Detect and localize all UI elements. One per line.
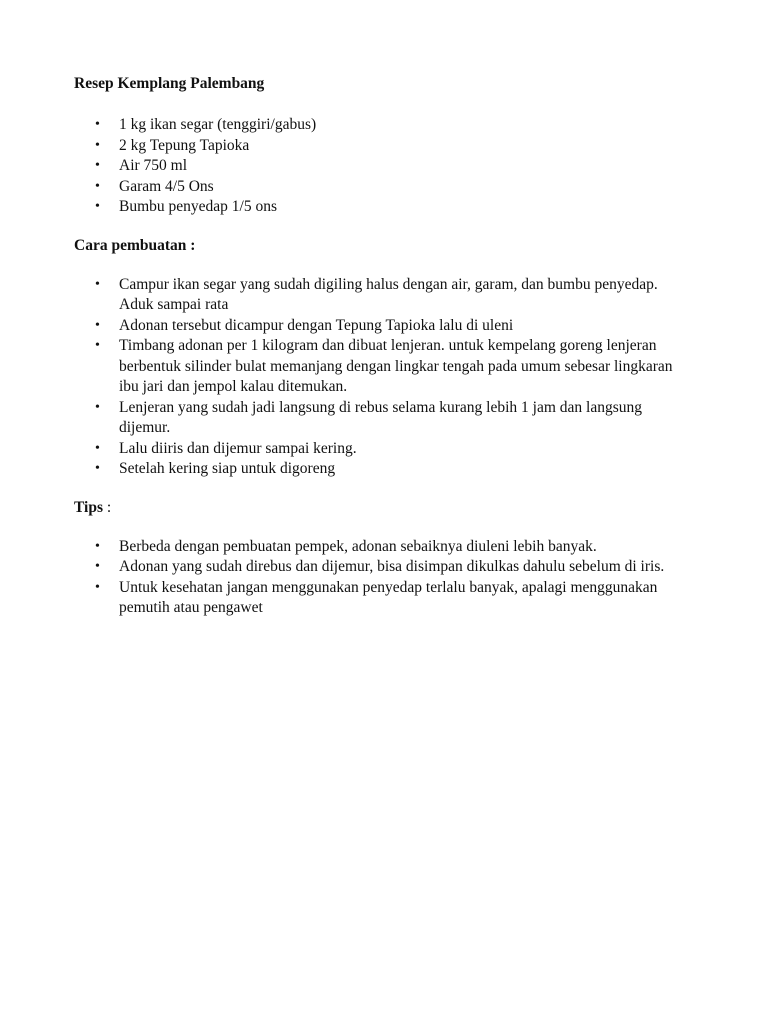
bullet-icon: •	[95, 538, 100, 554]
bullet-icon: •	[95, 338, 100, 353]
list-item	[74, 197, 694, 218]
bullet-icon: •	[95, 559, 100, 574]
ingredient-text: Garam 4/5 Ons	[119, 177, 214, 195]
bullet-icon: •	[95, 199, 100, 214]
bullet-icon: •	[95, 178, 100, 194]
tips-heading	[74, 498, 694, 518]
list-item	[74, 336, 694, 398]
method-heading: Cara pembuatan :	[74, 236, 196, 254]
document-page	[74, 74, 694, 619]
tip-text: Berbeda dengan pembuatan pempek, adonan sebaiknya diuleni lebih banyak.	[119, 537, 597, 555]
ingredient-list	[74, 115, 694, 218]
bullet-icon: •	[95, 276, 100, 292]
list-item	[74, 177, 694, 198]
bullet-icon: •	[95, 137, 100, 153]
tips-heading-label: Tips	[74, 498, 104, 516]
bullet-icon: •	[95, 117, 100, 132]
step-text: Lenjeran yang sudah jadi langsung di rebus selama kurang lebih 1 jam dan langsung dijemur.	[119, 398, 642, 436]
ingredient-text: 1 kg ikan segar (tenggiri/gabus)	[119, 116, 317, 133]
list-item	[74, 316, 694, 337]
tips-list	[74, 537, 694, 619]
list-item	[74, 398, 694, 439]
tip-text: Adonan yang sudah direbus dan dijemur, bisa disimpan dikulkas dahulu sebelum di iris.	[119, 558, 665, 575]
list-item	[74, 136, 694, 157]
list-item	[74, 115, 694, 136]
step-list	[74, 275, 694, 480]
step-text: Campur ikan segar yang sudah digiling halus dengan air, garam, dan bumbu penyedap. Aduk sampai rata	[119, 275, 658, 313]
step-text: Adonan tersebut dicampur dengan Tepung Tapioka lalu di uleni	[119, 316, 514, 334]
list-item	[74, 439, 694, 460]
bullet-icon: •	[95, 579, 100, 595]
list-item	[74, 537, 694, 558]
tip-text: Untuk kesehatan jangan menggunakan penyedap terlalu banyak, apalagi menggunakan pemutih atau pengawet	[119, 578, 658, 616]
ingredient-text: 2 kg Tepung Tapioka	[119, 136, 250, 154]
step-text: Lalu diiris dan dijemur sampai kering.	[119, 439, 357, 457]
bullet-icon: •	[95, 440, 100, 456]
bullet-icon: •	[95, 399, 100, 415]
list-item	[74, 275, 694, 316]
bullet-icon: •	[95, 317, 100, 333]
bullet-icon: •	[95, 158, 100, 173]
bullet-icon: •	[95, 461, 100, 476]
ingredient-text: Bumbu penyedap 1/5 ons	[119, 198, 277, 215]
recipe-title: Resep Kemplang Palembang	[74, 75, 265, 92]
list-item	[74, 459, 694, 480]
step-text: Timbang adonan per 1 kilogram dan dibuat lenjeran. untuk kempelang goreng lenjeran berbentuk silinder bulat memanjang dengan lingkar tengah pada umum sebesar lingkaran ibu jari dan jempol kalau ditemukan.	[119, 337, 673, 395]
list-item	[74, 557, 694, 578]
tips-heading-colon: :	[103, 498, 112, 516]
list-item	[74, 578, 694, 619]
ingredient-text: Air 750 ml	[119, 157, 188, 174]
step-text: Setelah kering siap untuk digoreng	[119, 460, 336, 477]
list-item	[74, 156, 694, 177]
